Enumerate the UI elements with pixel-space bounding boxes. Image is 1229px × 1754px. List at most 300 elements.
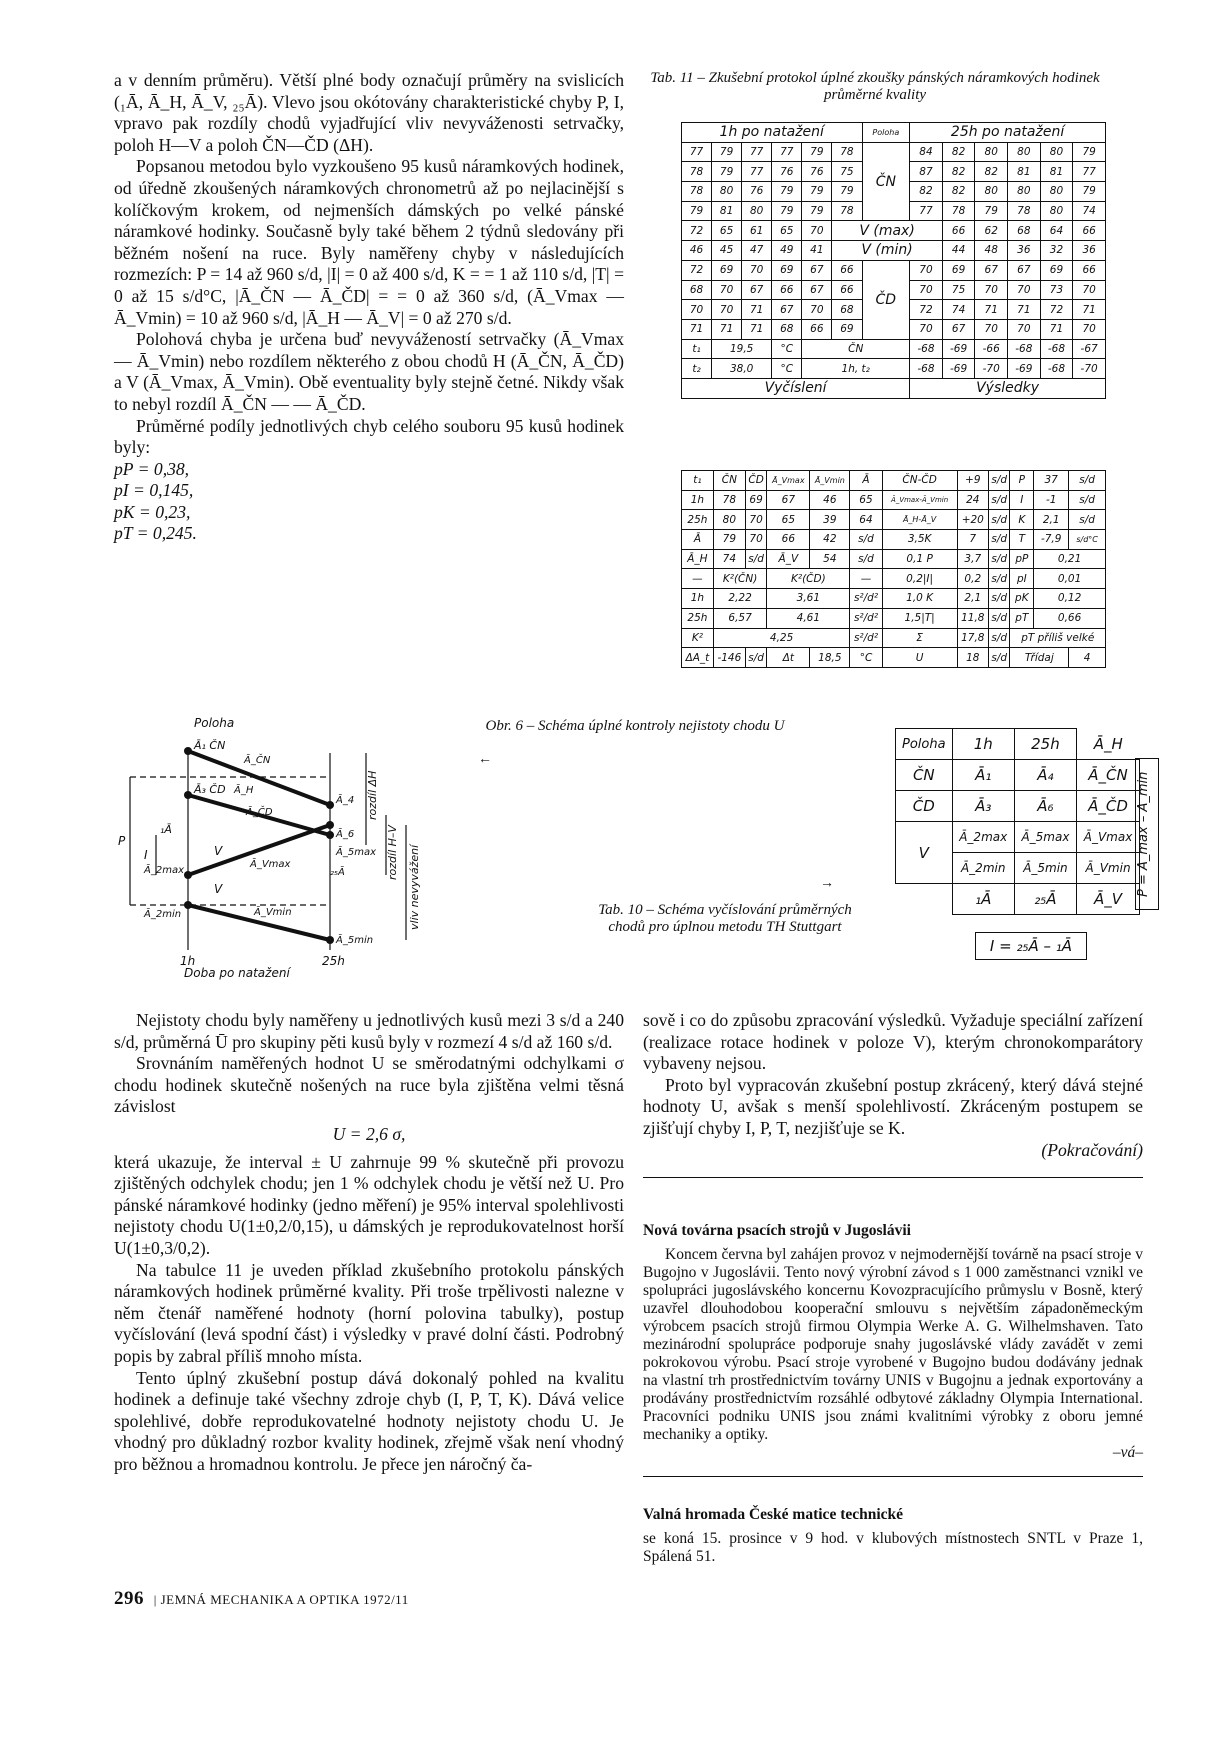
- table-cell: 38,0: [712, 359, 772, 379]
- table-cell: 70: [910, 280, 943, 300]
- table-cell: s/d: [745, 648, 767, 668]
- table-cell: -68: [1040, 339, 1073, 359]
- table-cell: 45: [712, 241, 742, 261]
- table-cell: 71: [1073, 300, 1106, 320]
- paragraph: Nejistoty chodu byly naměřeny u jednotlivých kusů mezi 3 s/d a 240 s/d, průměrná Ū pro skupiny pěti kusů byly v rozmezí 4 s/d až 160 s/d.: [114, 1010, 624, 1052]
- table-cell: 39: [810, 510, 850, 530]
- tab10-side: P = Ā_max – Ā_min: [1135, 758, 1159, 910]
- table-cell: 70: [712, 300, 742, 320]
- page-footer: [114, 1588, 409, 1610]
- table-cell: 66: [1073, 260, 1106, 280]
- right-column-bottom: [643, 1010, 1143, 1161]
- fig6-side-i: I: [144, 848, 148, 862]
- table-cell: s/d°C: [1069, 530, 1106, 550]
- fig6-point: [326, 821, 334, 829]
- tab11-sec-right: Výsledky: [910, 378, 1106, 398]
- table-cell: 78: [682, 162, 712, 182]
- table-cell: -7,9: [1034, 530, 1069, 550]
- table-cell: 79: [832, 182, 862, 202]
- table-cell: 2,1: [957, 589, 988, 609]
- table-cell: 69: [712, 260, 742, 280]
- equation: U = 2,6 σ,: [332, 1123, 406, 1144]
- table-cell: ₂₅Ā: [1014, 884, 1076, 915]
- news-title: Valná hromada České matice technické: [643, 1506, 904, 1523]
- table-cell: T: [1010, 530, 1034, 550]
- table-cell: 47: [742, 241, 772, 261]
- fig6-pt: Ā_Vmax: [250, 859, 291, 870]
- table-cell: s/d: [988, 510, 1010, 530]
- table-cell: 66: [832, 260, 862, 280]
- table-row: [682, 589, 1106, 609]
- table-cell: 0,21: [1034, 549, 1106, 569]
- paragraph: Na tabulce 11 je uveden příklad zkušebního protokolu pánských náramkových hodinek průměrné kvality. Při troše trpělivosti nalezne v něm čtenář naměřené hodnoty (horní polovina tabulky), postup vyčíslování (levá spodní část) i výsledky v pravé dolní části. Podrobný popis by zabral příliš mnoho místa.: [114, 1259, 624, 1366]
- fig6-point: [184, 901, 192, 909]
- tab10-formula: I = ₂₅Ā – ₁Ā: [975, 932, 1087, 960]
- table-cell: 37: [1034, 471, 1069, 491]
- table-cell: 76: [772, 162, 802, 182]
- table-cell: 64: [1040, 221, 1073, 241]
- table-cell: Ā_V: [1077, 884, 1140, 915]
- table-cell: ČD: [862, 260, 910, 339]
- table-cell: pT příliš velké: [1010, 628, 1106, 648]
- table-cell: pK: [1010, 589, 1034, 609]
- tab11-head-right: 25h po natažení: [910, 123, 1106, 143]
- table-cell: 77: [772, 142, 802, 162]
- table-cell: 70: [742, 260, 772, 280]
- table-cell: 67: [1008, 260, 1041, 280]
- table-row: [896, 729, 1140, 760]
- fig6-label-bottom: Doba po natažení: [184, 966, 290, 980]
- fig6-pt: Ā_6: [336, 829, 355, 840]
- fig6-v: V: [214, 882, 223, 896]
- fig6-point: [326, 936, 334, 944]
- table-cell: 79: [682, 201, 712, 221]
- table-cell: ΔA_t: [682, 648, 714, 668]
- table-cell: Ā_2max: [952, 822, 1014, 853]
- table-cell: 72: [682, 260, 712, 280]
- table-row: [682, 471, 1106, 491]
- table-cell: 70: [1008, 319, 1041, 339]
- table-cell: 80: [1040, 201, 1073, 221]
- table-cell: s/d: [850, 530, 882, 550]
- table-cell: 79: [802, 201, 832, 221]
- table-cell: s/d: [988, 628, 1010, 648]
- table-cell: Ā_Vmin: [810, 471, 850, 491]
- fig6-caption: Obr. 6 – Schéma úplné kontroly nejistoty chodu U: [485, 718, 785, 734]
- fig6-pt: Ā_5min: [336, 935, 374, 946]
- table-cell: Ā₄: [1014, 760, 1076, 791]
- table-cell: 79: [712, 142, 742, 162]
- table-cell: s/d: [988, 471, 1010, 491]
- table-cell: 75: [832, 162, 862, 182]
- table-cell: 82: [942, 142, 975, 162]
- table-cell: -68: [910, 359, 943, 379]
- table-cell: 62: [975, 221, 1008, 241]
- fig6-pt: Ā_2min: [144, 909, 182, 920]
- table-cell: -1: [1034, 490, 1069, 510]
- table-cell: 41: [802, 241, 832, 261]
- table-cell: 1,5|T|: [882, 608, 957, 628]
- table-cell: s/d: [988, 490, 1010, 510]
- fig6-point: [326, 801, 334, 809]
- fig6-point: [184, 871, 192, 879]
- table-cell: Ā_H: [682, 549, 714, 569]
- table-row: [896, 760, 1140, 791]
- table-cell: 6,57: [713, 608, 767, 628]
- table-cell: 74: [1073, 201, 1106, 221]
- table-cell: pP: [1010, 549, 1034, 569]
- table-cell: 65: [772, 221, 802, 241]
- table-cell: 70: [1008, 280, 1041, 300]
- table-cell: 19,5: [712, 339, 772, 359]
- table-cell: Ā₆: [1014, 791, 1076, 822]
- news-item-assembly: [643, 1506, 1143, 1566]
- table-cell: Ā_5max: [1014, 822, 1076, 853]
- table-cell: 76: [802, 162, 832, 182]
- table-cell: 42: [810, 530, 850, 550]
- table-row: [896, 884, 1140, 915]
- table-cell: 0,2: [957, 569, 988, 589]
- table-cell: 69: [832, 319, 862, 339]
- table-cell: 80: [975, 182, 1008, 202]
- table-cell: °C: [772, 359, 802, 379]
- table-row: [682, 648, 1106, 668]
- table-cell: 65: [767, 510, 810, 530]
- share-pi: pI = 0,145,: [114, 480, 194, 501]
- table-row: [682, 241, 1106, 261]
- table-cell: 54: [810, 549, 850, 569]
- table-cell: °C: [772, 339, 802, 359]
- fig6-pt: ₁Ā: [160, 823, 172, 836]
- tab11-caption: Tab. 11 – Zkušební protokol úplné zkoušky pánských náramkových hodinek průměrné kvality: [650, 70, 1100, 103]
- table-cell: 70: [1073, 319, 1106, 339]
- table-cell: t₁: [682, 339, 712, 359]
- table-cell: ČD: [896, 791, 953, 822]
- table-cell: 68: [1008, 221, 1041, 241]
- table-cell: 70: [910, 319, 943, 339]
- table-cell: s/d: [988, 589, 1010, 609]
- table-cell: 78: [713, 490, 745, 510]
- table-cell: Ā_ČN: [1077, 760, 1140, 791]
- table-cell: 81: [1008, 162, 1041, 182]
- table-cell: K²: [682, 628, 714, 648]
- table-cell: 2,1: [1034, 510, 1069, 530]
- paragraph: Průměrné podíly jednotlivých chyb celého souboru 95 kusů hodinek byly:: [114, 415, 624, 458]
- table-cell: 65: [850, 490, 882, 510]
- table-cell: 80: [713, 510, 745, 530]
- table-cell: 71: [1040, 319, 1073, 339]
- table-cell: 0,12: [1034, 589, 1106, 609]
- table-cell: s/d: [988, 648, 1010, 668]
- table-cell: 80: [1040, 142, 1073, 162]
- table-cell: -69: [942, 359, 975, 379]
- fig6-side-p: P: [118, 834, 126, 848]
- table-cell: Poloha: [896, 729, 953, 760]
- table-cell: 82: [910, 182, 943, 202]
- fig6-tick-25h: 25h: [322, 954, 345, 968]
- table-cell: 18: [957, 648, 988, 668]
- table-cell: 17,8: [957, 628, 988, 648]
- table-cell: 70: [910, 260, 943, 280]
- table-cell: +9: [957, 471, 988, 491]
- table-cell: 72: [682, 221, 712, 241]
- table-row: [682, 221, 1106, 241]
- table-cell: ČD: [745, 471, 767, 491]
- table-cell: 3,7: [957, 549, 988, 569]
- table-cell: 66: [1073, 221, 1106, 241]
- table-cell: 81: [1040, 162, 1073, 182]
- table-cell: 80: [975, 142, 1008, 162]
- table-cell: 71: [682, 319, 712, 339]
- table-cell: 74: [713, 549, 745, 569]
- table-cell: Ā_H-Ā_V: [882, 510, 957, 530]
- table-cell: 84: [910, 142, 943, 162]
- fig6-pt: Ā_4: [336, 795, 355, 806]
- table-cell: 77: [682, 142, 712, 162]
- table-cell: 78: [1008, 201, 1041, 221]
- table-cell: 67: [802, 260, 832, 280]
- table-cell: 71: [742, 300, 772, 320]
- table-cell: 48: [975, 241, 1008, 261]
- table-cell: +20: [957, 510, 988, 530]
- table-cell: 71: [742, 319, 772, 339]
- table-row: [896, 822, 1140, 853]
- table-cell: 3,5K: [882, 530, 957, 550]
- news-title: Nová továrna psacích strojů v Jugoslávii: [643, 1222, 911, 1239]
- paragraph: Srovnáním naměřených hodnot U se směrodatnými odchylkami σ chodu hodinek skutečně nošených na ruce byla zjištěna velmi těsná závislost: [114, 1053, 624, 1117]
- table-cell: 72: [1040, 300, 1073, 320]
- share-pp: pP = 0,38,: [114, 458, 190, 479]
- table-cell: 77: [742, 162, 772, 182]
- table-cell: 71: [975, 300, 1008, 320]
- table-cell: s/d: [1069, 510, 1106, 530]
- table-cell: 70: [975, 319, 1008, 339]
- table-cell: 66: [942, 221, 975, 241]
- table-row: [682, 549, 1106, 569]
- table-cell: V (max): [832, 221, 942, 241]
- table-cell: Ā_ČD: [1077, 791, 1140, 822]
- table-cell: 87: [910, 162, 943, 182]
- tab11-sec-left: Vyčíslení: [682, 378, 910, 398]
- table-row: [682, 510, 1106, 530]
- table-cell: 78: [942, 201, 975, 221]
- table-cell: Δt: [767, 648, 810, 668]
- table-cell: 11,8: [957, 608, 988, 628]
- table-cell: Ā_2min: [952, 853, 1014, 884]
- table-cell: 77: [910, 201, 943, 221]
- table-cell: 68: [832, 300, 862, 320]
- table-cell: 67: [767, 490, 810, 510]
- table-cell: 79: [1073, 142, 1106, 162]
- table-cell: 65: [712, 221, 742, 241]
- section-divider: [643, 1177, 1143, 1178]
- table-cell: 24: [957, 490, 988, 510]
- table-cell: 46: [682, 241, 712, 261]
- table-cell: ČN: [862, 142, 910, 221]
- table-cell: ČN-ČD: [882, 471, 957, 491]
- table-cell: 79: [1073, 182, 1106, 202]
- table-cell: 71: [1008, 300, 1041, 320]
- table-cell: K²(ČN): [713, 569, 767, 589]
- fig6-pt: Ā_H: [234, 785, 254, 796]
- table-cell: -66: [975, 339, 1008, 359]
- table-cell: 70: [745, 530, 767, 550]
- paragraph: Proto byl vypracován zkušební postup zkrácený, který dává stejné hodnoty U, avšak s menší spolehlivostí. Zkráceným postupem se zjišťují chyby I, P, T, nezjišťuje se K.: [643, 1074, 1143, 1138]
- table-cell: 4,25: [713, 628, 849, 648]
- paragraph: a v denním průměru). Větší plné body označují průměry na svislicích (₁Ā, Ā_H, Ā_V, ₂₅Ā). Vlevo jsou okótovány charakteristické chyby P, I, vpravo pak rozdíly chodů vyjadřující vliv nevyváženosti setrvačky, poloh H—V a poloh ČN—ČD (ΔH).: [114, 70, 624, 155]
- table-cell: 82: [942, 162, 975, 182]
- table-cell: 1h: [952, 729, 1014, 760]
- table-cell: s/d: [988, 608, 1010, 628]
- table-cell: 80: [742, 201, 772, 221]
- table-cell: 71: [712, 319, 742, 339]
- fig6-pt: Ā_ČN: [244, 755, 271, 766]
- continuation-note: (Pokračování): [1041, 1139, 1143, 1160]
- fig6-label-top: Poloha: [194, 716, 235, 730]
- table-cell: 46: [810, 490, 850, 510]
- table-cell: 69: [942, 260, 975, 280]
- table-cell: pI: [1010, 569, 1034, 589]
- table-cell: 36: [1008, 241, 1041, 261]
- table-cell: 66: [772, 280, 802, 300]
- news-signature: –vá–: [1112, 1444, 1143, 1461]
- table-cell: 70: [802, 221, 832, 241]
- table-cell: 77: [742, 142, 772, 162]
- tab10-caption: Tab. 10 – Schéma vyčíslování průměrných chodů pro úplnou metodu TH Stuttgart: [598, 902, 852, 935]
- left-column-top: [114, 70, 624, 545]
- table-cell: 79: [772, 182, 802, 202]
- table-cell: 67: [975, 260, 1008, 280]
- table-cell: 67: [742, 280, 772, 300]
- table-cell: s/d: [988, 569, 1010, 589]
- table-cell: -68: [1008, 339, 1041, 359]
- table-cell: 80: [712, 182, 742, 202]
- tab10-diagram: [895, 728, 1151, 955]
- table-cell: 70: [802, 300, 832, 320]
- table-cell: 79: [975, 201, 1008, 221]
- table-row: [682, 608, 1106, 628]
- tab10-table: [895, 728, 1140, 915]
- fig6-point: [326, 831, 334, 839]
- table-cell: -70: [1073, 359, 1106, 379]
- table-cell: 49: [772, 241, 802, 261]
- table-cell: ₁Ā: [952, 884, 1014, 915]
- paragraph: Popsanou metodou bylo vyzkoušeno 95 kusů náramkových hodinek, od úředně zkoušených náramkových chronometrů až po nejlacinější s kolíčkovým krokem, od nejmenších dámských po velké pánské náramkové hodinky. Současně byly také během 2 týdnů sledovány při běžném nošení na ruce. Byly naměřeny chyby v následujících rozmezích: P = 14 až 960 s/d, |I| = 0 až 400 s/d, K = = 1 až 110 s/d, |T| = 0 až 15 s/d°C, |Ā_ČN — Ā_ČD| = = 0 až 360 s/d, (Ā_Vmax — Ā_Vmin) = 10 až 960 s/d, |Ā_H — Ā_V| = 0 až 270 s/d.: [114, 156, 624, 328]
- table-cell: 68: [682, 280, 712, 300]
- fig6-pt: Ā_Vmin: [254, 907, 292, 918]
- fig6-diagram: [114, 715, 454, 985]
- table-cell: P: [1010, 471, 1034, 491]
- table-cell: 82: [942, 182, 975, 202]
- table-cell: s²/d²: [850, 628, 882, 648]
- fig6-r1: rozdíl ΔH: [366, 770, 379, 820]
- share-pt: pT = 0,245.: [114, 523, 197, 544]
- table-cell: K: [1010, 510, 1034, 530]
- table-cell: 25h: [1014, 729, 1076, 760]
- table-row: [682, 490, 1106, 510]
- table-cell: -146: [713, 648, 745, 668]
- table-cell: V: [896, 822, 953, 884]
- fig6-pt: Ā₃ ČD: [194, 783, 226, 796]
- table-cell: 0,2|I|: [882, 569, 957, 589]
- table-cell: 70: [1073, 280, 1106, 300]
- arrow-icon: ←: [478, 752, 492, 767]
- table-cell: 79: [713, 530, 745, 550]
- shares-list: [114, 459, 624, 545]
- fig6-tick-1h: 1h: [180, 954, 196, 968]
- table-cell: s/d: [1069, 471, 1106, 491]
- table-cell: t₁: [682, 471, 714, 491]
- fig6-pt: Ā_2max: [144, 865, 184, 876]
- table-cell: -69: [1008, 359, 1041, 379]
- paragraph: Tento úplný zkušební postup dává dokonalý pohled na kvalitu hodinek a definuje také všechny zdroje chyb (I, P, T, K). Dává velice spolehlivé, dobře reprodukovatelné hodnoty nejistoty chodu U. Je vhodný pro důkladný rozbor kvality hodinek, zřejmě však není vhodný pro běžnou a hromadnou kontrolu. Je přece jen náročný ča-: [114, 1367, 624, 1474]
- table-cell: 80: [1008, 182, 1041, 202]
- table-row: [682, 530, 1106, 550]
- table-cell: 1h, t₂: [802, 359, 910, 379]
- table-cell: U: [882, 648, 957, 668]
- tab11-head-left: 1h po natažení: [682, 123, 863, 143]
- footer-divider: |: [153, 1592, 157, 1607]
- table-cell: 69: [745, 490, 767, 510]
- table-cell: 0,1 P: [882, 549, 957, 569]
- fig6-pt: Ā₁ ČN: [194, 739, 226, 752]
- table-cell: 7: [957, 530, 988, 550]
- fig6-point: [184, 791, 192, 799]
- table-cell: s/d: [988, 530, 1010, 550]
- table-row: [682, 142, 1106, 162]
- news-body: se koná 15. prosince v 9 hod. v klubových místnostech SNTL v Praze 1, Spálená 51.: [643, 1530, 1143, 1565]
- section-divider: [643, 1476, 1143, 1477]
- table-cell: Ā_H: [1077, 729, 1140, 760]
- table-cell: 2,22: [713, 589, 767, 609]
- table-cell: 4: [1069, 648, 1106, 668]
- table-cell: Σ: [882, 628, 957, 648]
- table-cell: Ā₁: [952, 760, 1014, 791]
- table-cell: 67: [802, 280, 832, 300]
- table-cell: 68: [772, 319, 802, 339]
- table-cell: 69: [1040, 260, 1073, 280]
- table-cell: 67: [772, 300, 802, 320]
- fig6-r2: rozdíl H–V: [386, 825, 399, 880]
- table-cell: 1h: [682, 490, 714, 510]
- table-cell: 70: [975, 280, 1008, 300]
- table-cell: K²(ČD): [767, 569, 850, 589]
- table-cell: 25h: [682, 510, 714, 530]
- table-cell: pT: [1010, 608, 1034, 628]
- table-cell: ČN: [896, 760, 953, 791]
- table-cell: Ā: [682, 530, 714, 550]
- fig6-r3: vliv nevyvážení: [408, 844, 421, 930]
- fig6-point: [184, 747, 192, 755]
- table-cell: 77: [1073, 162, 1106, 182]
- table-row: [682, 260, 1106, 280]
- fig6-pt: ₂₅Ā: [330, 867, 345, 878]
- table-cell: 67: [942, 319, 975, 339]
- table-cell: 18,5: [810, 648, 850, 668]
- table-cell: 1,0 K: [882, 589, 957, 609]
- table-row: [682, 359, 1106, 379]
- table-cell: 1h: [682, 589, 714, 609]
- left-column-bottom: [114, 1010, 624, 1475]
- table-row: [682, 339, 1106, 359]
- table-cell: 80: [1008, 142, 1041, 162]
- table-cell: 78: [682, 182, 712, 202]
- table-cell: 36: [1073, 241, 1106, 261]
- table-cell: 32: [1040, 241, 1073, 261]
- table-cell: 74: [942, 300, 975, 320]
- table-row: [896, 791, 1140, 822]
- table-cell: Třídaj: [1010, 648, 1069, 668]
